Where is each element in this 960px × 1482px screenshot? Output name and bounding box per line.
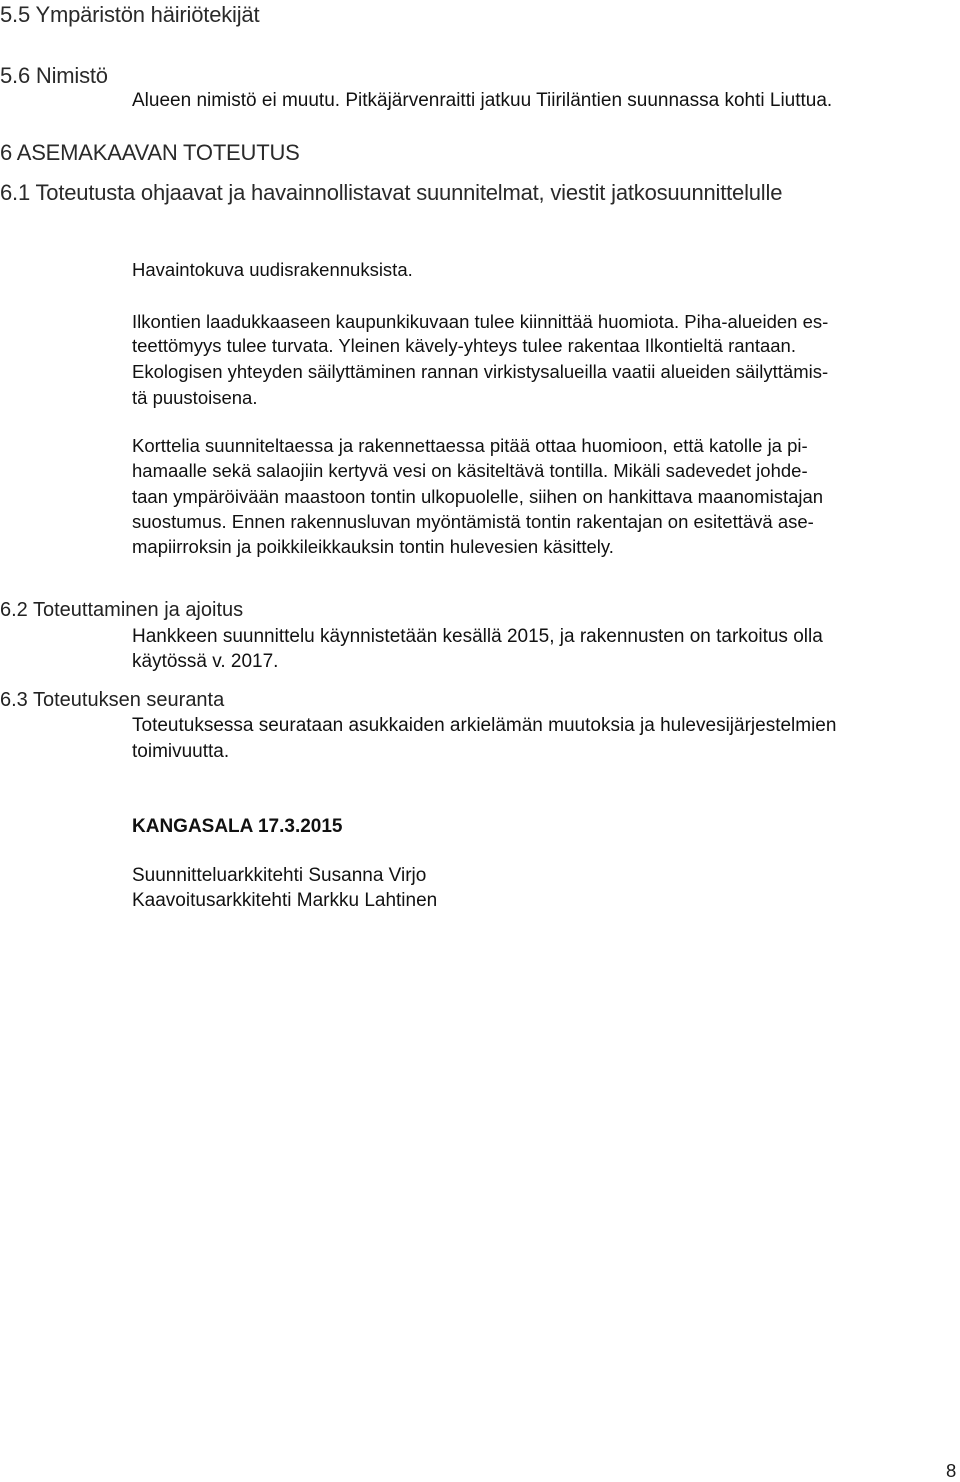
nimisto-text: Alueen nimistö ei muutu. Pitkäjärvenraitti jatkuu Tiiriläntien suunnassa kohti Liuttua.	[132, 90, 833, 111]
signer-1: Suunnitteluarkkitehti Susanna Virjo	[132, 865, 427, 886]
para1-line-2: teettömyys tulee turvata. Yleinen kävely-yhteys tulee rakentaa Ilkontieltä rantaan.	[132, 335, 796, 356]
para1-line-1: Ilkontien laadukkaaseen kaupunkikuvaan tulee kiinnittää huomiota. Piha-alueiden es-	[132, 311, 829, 332]
heading-6-3: 6.3 Toteutuksen seuranta	[0, 689, 225, 711]
signer-2: Kaavoitusarkkitehti Markku Lahtinen	[132, 890, 438, 911]
para2-line-1: Korttelia suunniteltaessa ja rakennettaessa pitää ottaa huomioon, että katolle ja pi-	[132, 435, 808, 456]
caption-havaintokuva: Havaintokuva uudisrakennuksista.	[132, 259, 413, 280]
heading-6-1: 6.1 Toteutusta ohjaavat ja havainnollistavat suunnitelmat, viestit jatkosuunnittelulle	[0, 180, 783, 205]
para1-line-4: tä puustoisena.	[132, 387, 258, 408]
heading-5-5: 5.5 Ympäristön häiriötekijät	[0, 2, 260, 27]
para1-line-3: Ekologisen yhteyden säilyttäminen rannan virkistysalueilla vaatii alueiden säilyttämis-	[132, 361, 829, 382]
section-6-3-line-1: Toteutuksessa seurataan asukkaiden arkielämän muutoksia ja hulevesijärjestelmien	[132, 715, 837, 736]
section-6-2-line-1: Hankkeen suunnittelu käynnistetään kesällä 2015, ja rakennusten on tarkoitus olla	[132, 626, 823, 647]
para2-line-3: taan ympäröivään maastoon tontin ulkopuolelle, siihen on hankittava maanomistajan	[132, 486, 824, 507]
place-date: KANGASALA 17.3.2015	[132, 816, 343, 837]
page-number: 8	[946, 1460, 957, 1481]
section-6-2-line-2: käytössä v. 2017.	[132, 651, 279, 672]
heading-5-6: 5.6 Nimistö	[0, 63, 108, 88]
heading-6-2: 6.2 Toteuttaminen ja ajoitus	[0, 599, 244, 621]
para2-line-2: hamaalle sekä salaojiin kertyvä vesi on käsiteltävä tontilla. Mikäli sadevedet johde-	[132, 460, 808, 481]
para2-line-4: suostumus. Ennen rakennusluvan myöntämistä tontin rakentajan on esitettävä ase-	[132, 511, 814, 532]
para2-line-5: mapiirroksin ja poikkileikkauksin tontin hulevesien käsittely.	[132, 536, 614, 557]
section-6-3-line-2: toimivuutta.	[132, 741, 230, 762]
heading-6: 6 ASEMAKAAVAN TOTEUTUS	[0, 140, 300, 165]
